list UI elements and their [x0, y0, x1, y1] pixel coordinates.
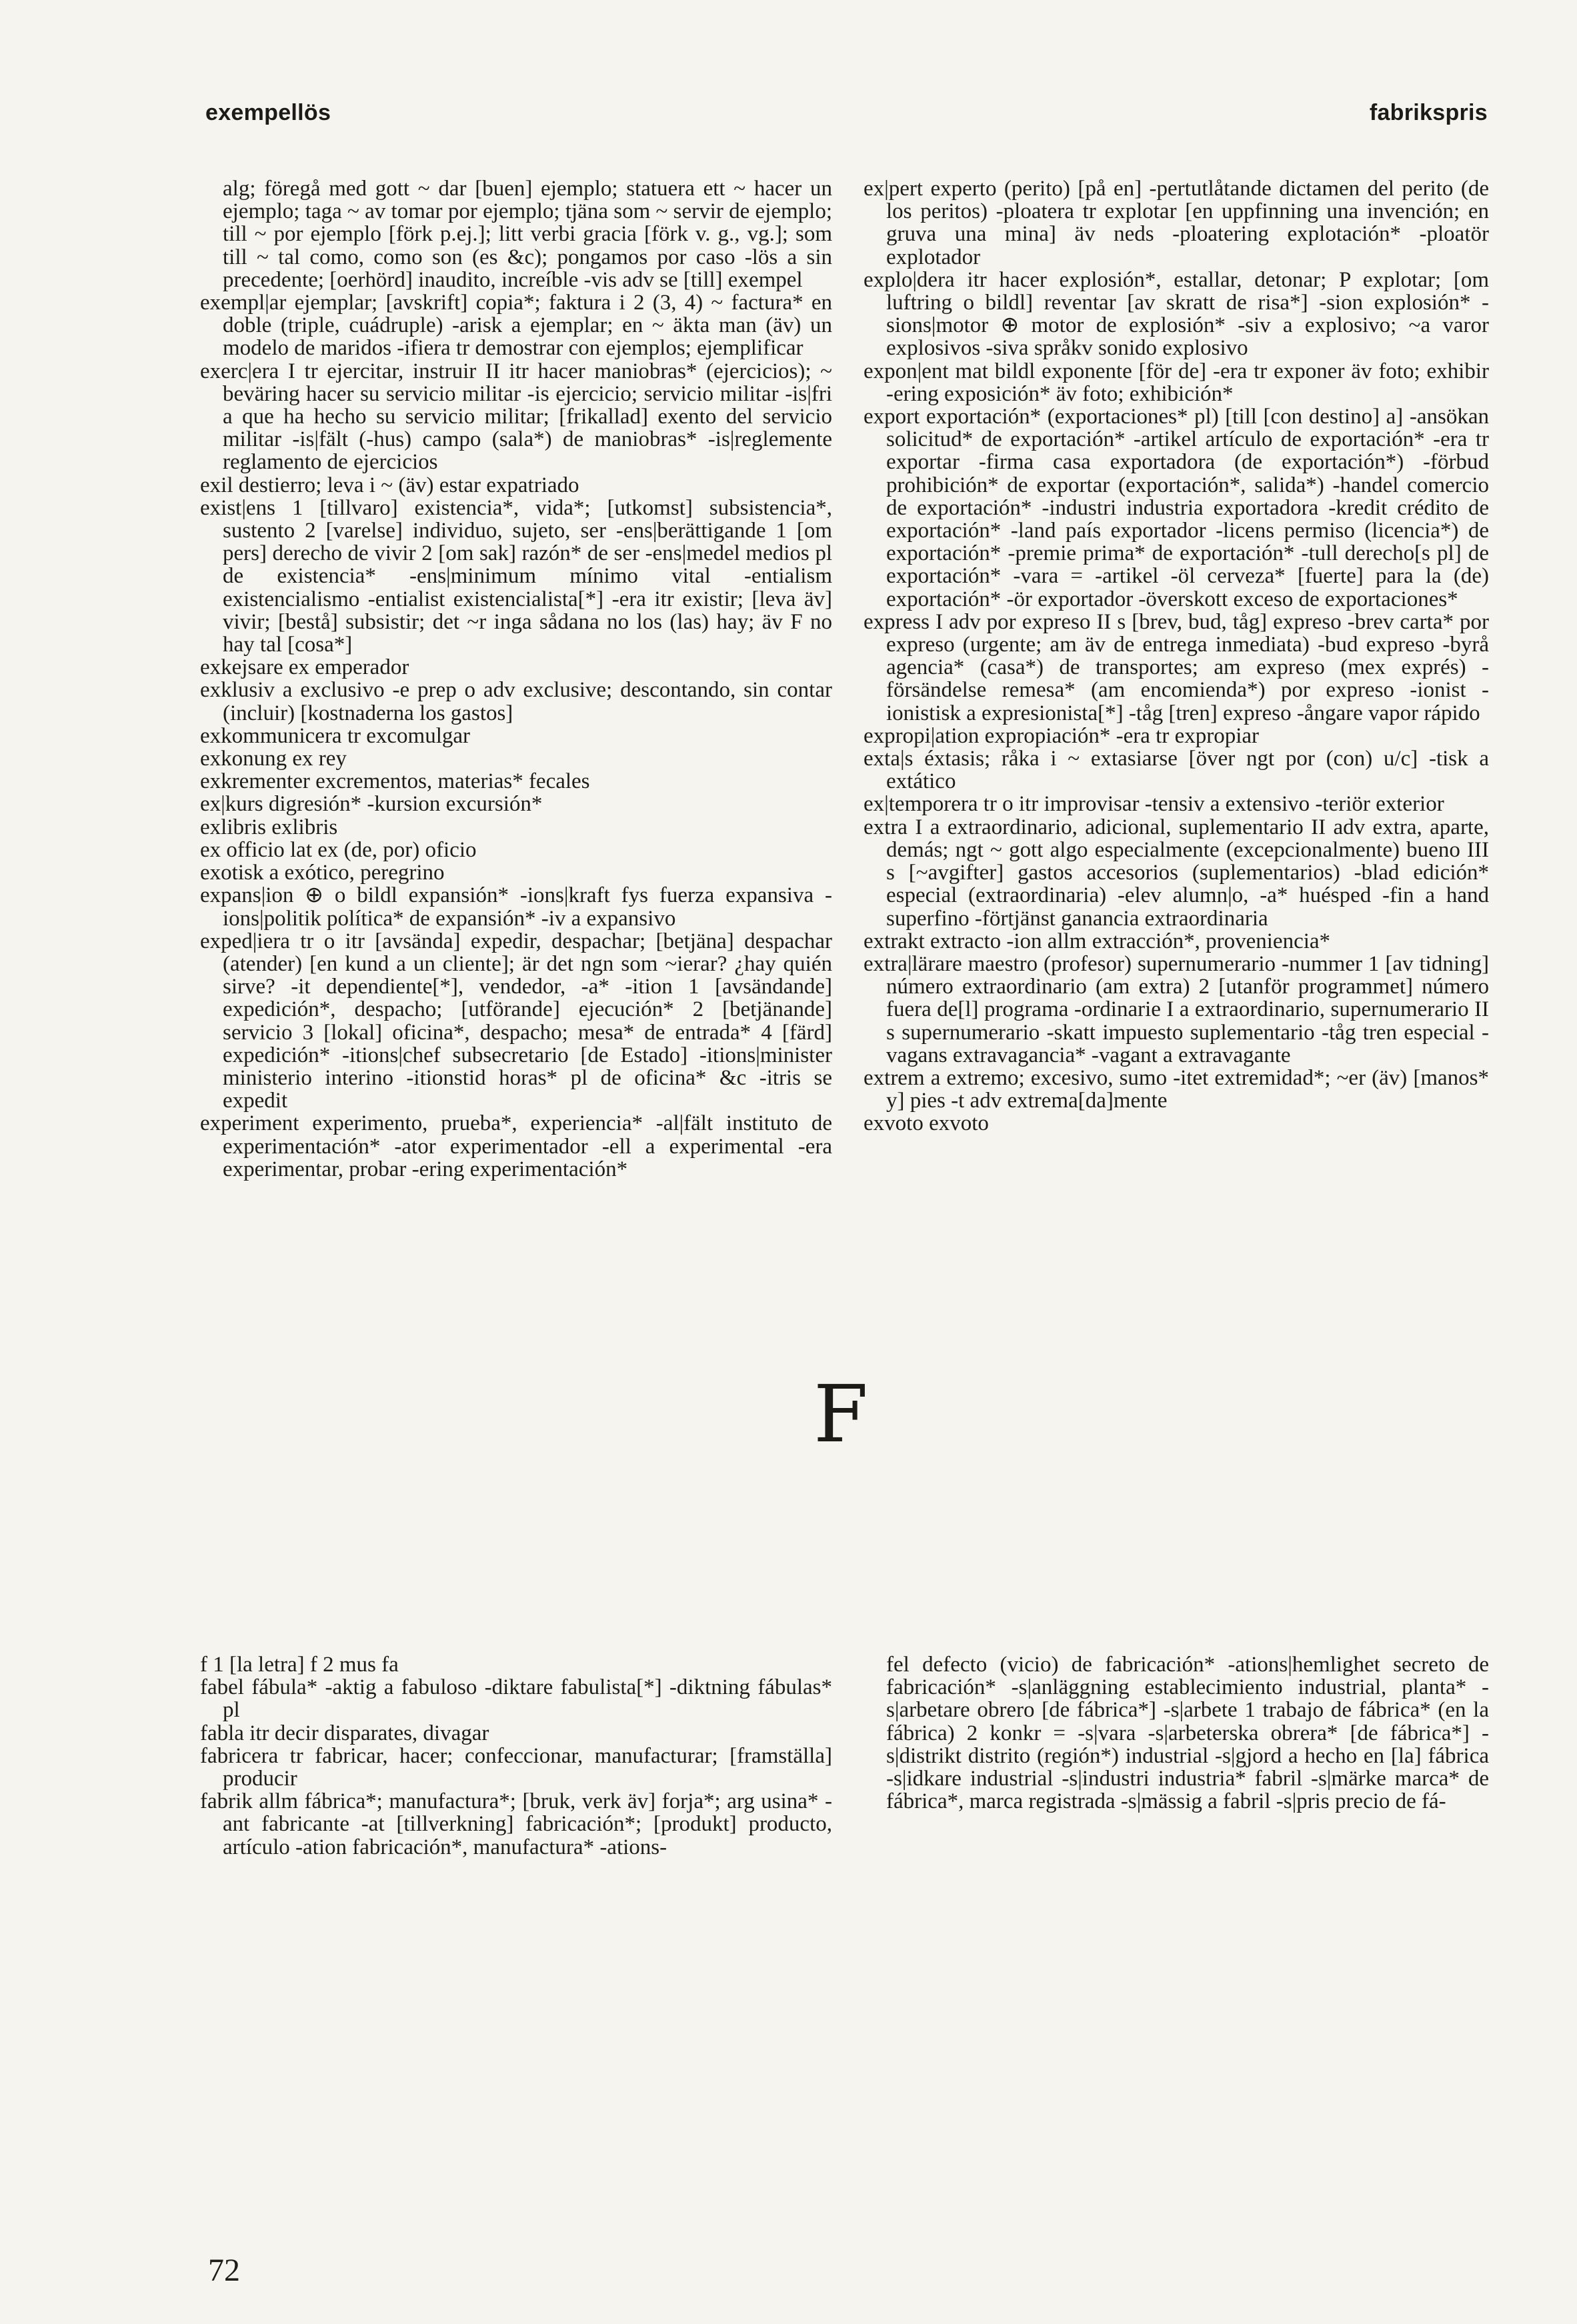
dictionary-entry: ex officio lat ex (de, por) oficio [200, 837, 477, 862]
column-top-left [200, 177, 832, 1181]
dictionary-entry: alg; föregå med gott ~ dar [buen] ejemplo; statuera ett ~ hacer un ejemplo; taga ~ av tomar por ejemplo; tjäna som ~ servir de ejemplo; till ~ por ejemplo [förk p.ej.]; litt verbi gracia [förk v. g., vg.]; som till ~ tal como, como son (es &c); pongamos por caso -lös a sin precedente; [oerhörd] inaudito, increíble -vis adv se [till] exempel [223, 177, 832, 292]
dictionary-entry: experiment experimento, prueba*, experiencia* -al|fält instituto de experimentación* -ator experimentador -ell a experimental -era experimentar, probar -ering experimentación* [200, 1111, 832, 1181]
dictionary-entry: explo|dera itr hacer explosión*, estallar, detonar; P explotar; [om luftring o bildl] reventar [av skratt de risa*] -sion explosión* -sions|motor ⊕ motor de explosión* -siv a explosivo; ~a varor explosivos -siva språkv sonido explosivo [864, 267, 1489, 361]
dictionary-entry: extrem a extremo; excesivo, sumo -itet extremidad*; ~er (äv) [manos* y] pies -t adv extrema[da]mente [864, 1065, 1489, 1113]
dictionary-entry: exempl|ar ejemplar; [avskrift] copia*; faktura i 2 (3, 4) ~ factura* en doble (triple, cuádruple) -arisk a ejemplar; en ~ äkta man (äv) un modelo de maridos -ifiera tr demostrar con ejemplos; ejemplificar [200, 291, 832, 361]
dictionary-entry: fabla itr decir disparates, divagar [200, 1721, 489, 1745]
dictionary-entry: extra|lärare maestro (profesor) supernumerario -nummer 1 [av tidning] número extraordinario (am extra) 2 [utanför programmet] número fuera de[l] programa -ordinarie I a extraordinario, supernumerario II s supernumerario -skatt impuesto suplementario -tåg tren especial -vagans extravagancia* -vagant a extravagante [864, 951, 1489, 1067]
right-guideword: fabrikspris [1369, 100, 1488, 125]
left-guideword: exempellös [205, 100, 331, 125]
section-letter: F [814, 1368, 868, 1460]
page-number: 72 [208, 2253, 240, 2288]
dictionary-entry: export exportación* (exportaciones* pl) [till [con destino] a] -ansökan solicitud* de exportación* -artikel artículo de exportación* -era tr exportar -firma casa exportadora (de exportación*) -förbud prohibición* de exportar (exportación*, salida*) -handel comercio de exportación* -industri industria exportadora -kredit crédito de exportación* -land país exportador -licens permiso (licencia*) de exportación* -premie prima* de exportación* -tull derecho[s pl] de exportación* -vara = -artikel -öl cerveza* [fuerte] para la (de) exportación* -ör exportador -överskott exceso de exportaciones* [864, 405, 1489, 611]
dictionary-entry: exped|iera tr o itr [avsända] expedir, despachar; [betjäna] despachar (atender) [en kund a un cliente]; är det ngn som ~ierar? ¿hay quién sirve? -it dependiente[*], vendedor, -a* -ition 1 [avsändande] expedición*, despacho; [utförande] ejecución* 2 [betjänande] servicio 3 [lokal] oficina*, despacho; mesa* de entrada* 4 [färd] expedición* -itions|chef subsecretario [de Estado] -itions|minister ministerio interino -itionstid horas* pl de oficina* &c -itris se expedit [200, 929, 832, 1113]
dictionary-entry: exotisk a exótico, peregrino [200, 861, 445, 885]
dictionary-entry: exkejsare ex emperador [200, 655, 409, 680]
dictionary-entry: expropi|ation expropiación* -era tr expropiar [864, 723, 1260, 748]
dictionary-entry: expans|ion ⊕ o bildl expansión* -ions|kraft fys fuerza expansiva -ions|politik política* de expansión* -iv a expansivo [200, 883, 832, 931]
dictionary-entry: fabrik allm fábrica*; manufactura*; [bruk, verk äv] forja*; arg usina* -ant fabricante -at [tillverkning] fabricación*; [produkt] producto, artículo -ation fabricación*, manufactura* -ations- [200, 1789, 832, 1859]
dictionary-entry: fel defecto (vicio) de fabricación* -ations|hemlighet secreto de fabricación* -s|anläggning establecimiento industrial, planta* -s|arbetare obrero [de fábrica*] -s|arbete 1 trabajo de fábrica* (en la fábrica) 2 konkr = -s|vara -s|arbeterska obrera* [de fábrica*] -s|distrikt distrito (región*) industrial -s|gjord a hecho en [la] fábrica -s|idkare industrial -s|industri industria* fabril -s|märke marca* de fábrica*, marca registrada -s|mässig a fabril -s|pris precio de fá- [886, 1653, 1489, 1814]
dictionary-entry: f 1 [la letra] f 2 mus fa [200, 1653, 399, 1677]
dictionary-entry: exil destierro; leva i ~ (äv) estar expatriado [200, 473, 579, 497]
dictionary-entry: ex|kurs digresión* -kursion excursión* [200, 792, 543, 817]
dictionary-entry: ex|pert experto (perito) [på en] -pertutlåtande dictamen del perito (de los peritos) -ploatera tr explotar [en uppfinning una invención; en gruva una mina] äv neds -ploatering explotación* -ploatör explotador [864, 177, 1489, 269]
dictionary-entry: expon|ent mat bildl exponente [för de] -era tr exponer äv foto; exhibir -ering exposición* äv foto; exhibición* [864, 359, 1489, 406]
dictionary-entry: exkommunicera tr excomulgar [200, 723, 471, 748]
dictionary-entry: exta|s éxtasis; råka i ~ extasiarse [över ngt por (con) u/c] -tisk a extático [864, 747, 1489, 794]
column-bottom-right [864, 1653, 1489, 1813]
dictionary-entry: exvoto exvoto [864, 1111, 989, 1136]
dictionary-entry: fabel fábula* -aktig a fabuloso -diktare fabulista[*] -diktning fábulas* pl [200, 1675, 832, 1723]
dictionary-entry: ex|temporera tr o itr improvisar -tensiv a extensivo -teriör exterior [864, 792, 1444, 817]
column-bottom-left [200, 1653, 832, 1859]
dictionary-entry: extrakt extracto -ion allm extracción*, proveniencia* [864, 929, 1331, 953]
dictionary-entry: exklusiv a exclusivo -e prep o adv exclusive; descontando, sin contar (incluir) [kostnaderna los gastos] [200, 678, 832, 725]
dictionary-entry: exkonung ex rey [200, 747, 347, 771]
dictionary-entry: exist|ens 1 [tillvaro] existencia*, vida*; [utkomst] subsistencia*, sustento 2 [varelse] individuo, sujeto, ser -ens|berättigande 1 [om pers] derecho de vivir 2 [om sak] razón* de ser -ens|medel medios pl de existencia* -ens|minimum mínimo vital -entialism existencialismo -entialist existencialista[*] -era itr existir; [leva äv] vivir; [bestå] subsistir; det ~r inga sådana no los (las) hay; äv F no hay tal [cosa*] [200, 495, 832, 657]
column-top-right [864, 177, 1489, 1135]
dictionary-entry: express I adv por expreso II s [brev, bud, tåg] expreso -brev carta* por expreso (urgente; am äv de entrega inmediata) -bud expreso -byrå agencia* (casa*) de transportes; am expreso (mex exprés) -försändelse remesa* (am encomienda*) por expreso -ionist -ionistisk a expresionista[*] -tåg [tren] expreso -ångare vapor rápido [864, 609, 1489, 725]
dictionary-entry: extra I a extraordinario, adicional, suplementario II adv extra, aparte, demás; ngt ~ gott algo especialmente (excepcionalmente) bueno III s [~avgifter] gastos accesorios (suplementarios) -blad edición* especial (extraordinaria) -elev alumn|o, -a* huésped -fin a hand superfino -förtjänst ganancia extraordinaria [864, 815, 1489, 931]
dictionary-entry: exkrementer excrementos, materias* fecales [200, 769, 590, 794]
dictionary-entry: exlibris exlibris [200, 815, 338, 839]
dictionary-entry: exerc|era I tr ejercitar, instruir II itr hacer maniobras* (ejercicios); ~ beväring hacer su servicio militar -is ejercicio; servicio militar -is|fri a que ha hecho su servicio militar; [frikallad] exento del servicio militar -is|fält (-hus) campo (sala*) de maniobras* -is|reglemente reglamento de ejercicios [200, 359, 832, 475]
dictionary-entry: fabricera tr fabricar, hacer; confeccionar, manufacturar; [framställa] producir [200, 1743, 832, 1791]
